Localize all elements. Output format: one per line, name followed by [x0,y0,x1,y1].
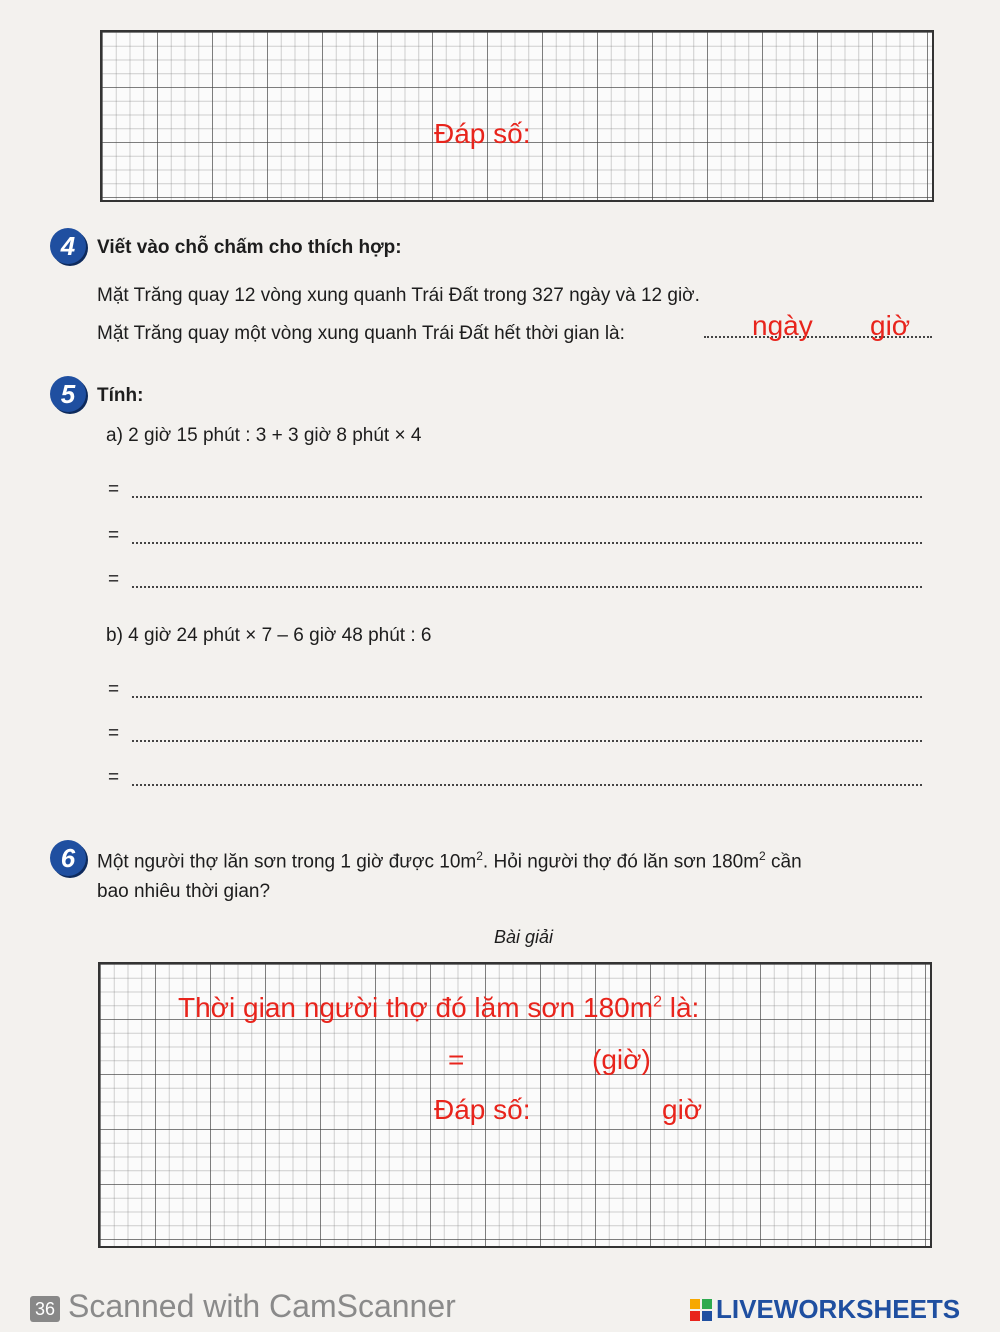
exercise-6-question-line2: bao nhiêu thời gian? [97,881,271,902]
bottom-answer-line1 [178,994,699,1022]
exercise-4-badge: 4 [50,228,86,264]
equals-sign: = [108,525,120,546]
superscript: 2 [476,849,483,863]
exercise-4-unit-hour: giờ [870,310,911,341]
question-part-b: . Hỏi người thợ đó lăn sơn 180m [482,851,760,873]
exercise-5b-row-1[interactable] [108,680,922,702]
answer-dots [132,696,922,698]
equals-sign: = [108,479,120,500]
equals-sign: = [108,569,120,590]
answer-dots [132,542,922,544]
exercise-5-part-a: a) 2 giờ 15 phút : 3 + 3 giờ 8 phút × 4 [106,425,422,446]
brand-text: LIVEWORKSHEETS [716,1294,961,1324]
exercise-5-title: Tính: [97,385,144,406]
exercise-4-line2: Mặt Trăng quay một vòng xung quanh Trái Đất hết thời gian là: [97,323,625,344]
bottom-dap-so-unit: giờ [662,1094,703,1125]
bottom-dap-so-label: Đáp số: [434,1094,531,1125]
question-part-c: cần [765,851,802,873]
answer-dots [132,586,922,588]
exercise-4-line1: Mặt Trăng quay 12 vòng xung quanh Trái Đất trong 327 ngày và 12 giờ. [97,285,700,306]
exercise-5b-row-3[interactable] [108,768,922,790]
exercise-4-title: Viết vào chỗ chấm cho thích hợp: [97,237,402,258]
answer-line1-end: là: [661,992,700,1023]
liveworksheets-icon [690,1299,712,1321]
bottom-answer-equals: = [448,1044,465,1075]
exercise-5a-row-2[interactable] [108,526,922,548]
superscript: 2 [653,993,662,1011]
answer-line1-text: Thời gian người thợ đó lăm sơn 180m [178,992,654,1023]
exercise-5-part-b: b) 4 giờ 24 phút × 7 – 6 giờ 48 phút : 6 [106,625,432,646]
exercise-5b-row-2[interactable] [108,724,922,746]
answer-dots [132,784,922,786]
exercise-5-badge: 5 [50,376,86,412]
exercise-5a-row-3[interactable] [108,570,922,592]
exercise-6-question-line1 [97,850,802,871]
question-part-a: Một người thợ lăn sơn trong 1 giờ được 10m [97,851,477,873]
top-dap-so-label: Đáp số: [434,118,531,149]
top-answer-grid [100,30,934,202]
equals-sign: = [108,679,120,700]
superscript: 2 [759,849,766,863]
camscanner-watermark [30,1290,456,1322]
bottom-answer-unit-paren: (giờ) [592,1044,651,1075]
liveworksheets-logo [690,1296,960,1322]
answer-dots [132,740,922,742]
scanned-text: Scanned with CamScanner [68,1288,456,1324]
page-number: 36 [30,1296,60,1322]
exercise-4-unit-day: ngày [752,310,813,341]
exercise-5a-row-1[interactable] [108,480,922,502]
exercise-6-badge: 6 [50,840,86,876]
equals-sign: = [108,767,120,788]
solution-label: Bài giải [494,927,554,947]
answer-dots [132,496,922,498]
equals-sign: = [108,723,120,744]
